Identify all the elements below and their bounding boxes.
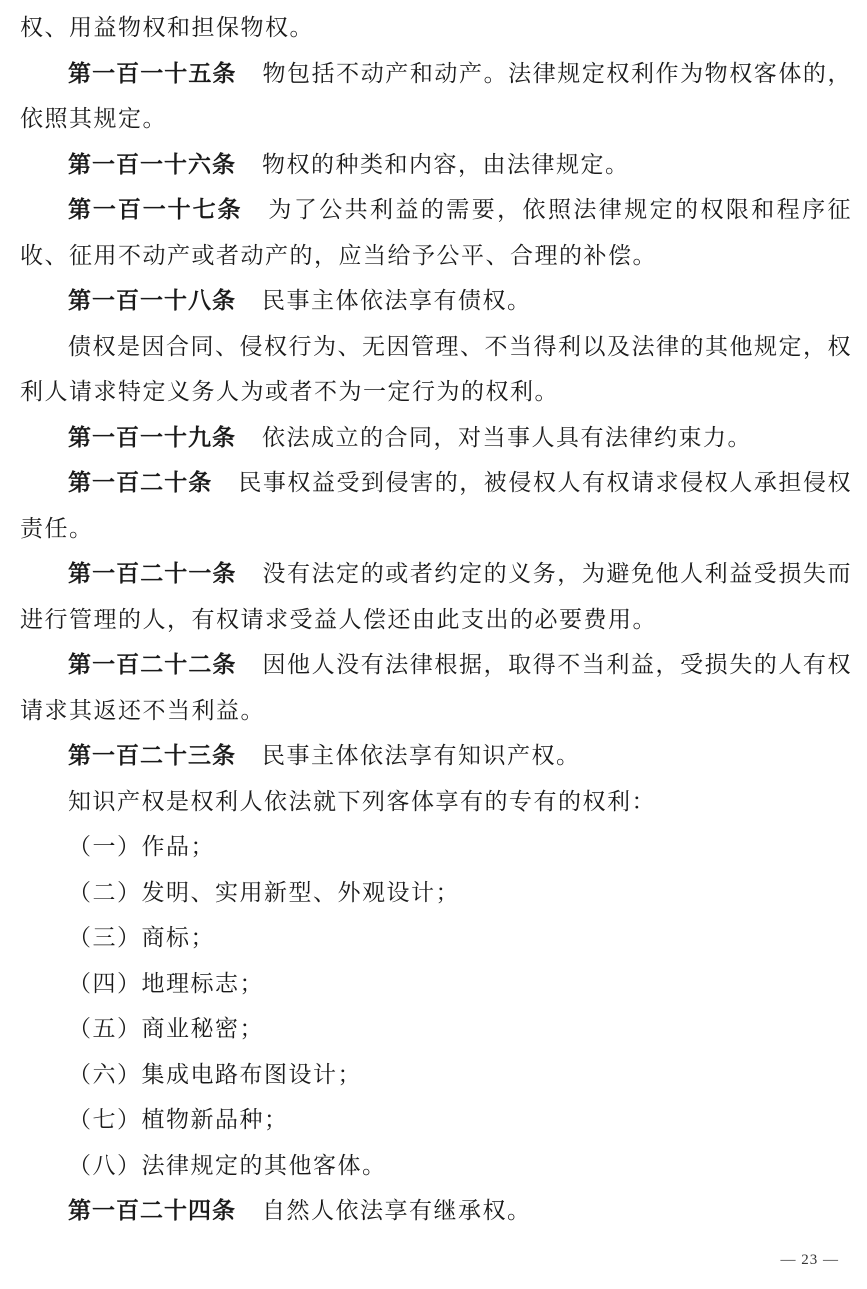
list-item-text: （七）植物新品种； — [68, 1107, 289, 1133]
paragraph-text: 物包括不动产和动产。法律规定权利作为物权客体的，依照其规定。 — [20, 60, 853, 132]
paragraph-text: 依法成立的合同，对当事人具有法律约束力。 — [262, 424, 752, 451]
article-number: 第一百二十一条 — [68, 561, 237, 587]
list-item-text: （三）商标； — [68, 925, 215, 951]
paragraph-text: 权、用益物权和担保物权。 — [20, 15, 314, 41]
paragraph — [20, 6, 852, 52]
paragraph — [20, 279, 852, 325]
paragraph-text: 为了公共利益的需要，依照法律规定的权限和程序征收、征用不动产或者动产的，应当给予公平、合理的补偿。 — [20, 197, 853, 269]
list-item-text: （六）集成电路布图设计； — [68, 1061, 362, 1088]
article-number: 第一百一十五条 — [68, 60, 237, 87]
document-body — [20, 6, 852, 1235]
article-number: 第一百一十七条 — [68, 197, 243, 223]
paragraph-text: 知识产权是权利人依法就下列客体享有的专有的权利： — [68, 788, 656, 815]
article-number: 第一百一十九条 — [68, 424, 236, 451]
article-number: 第一百二十四条 — [68, 1198, 236, 1224]
paragraph — [20, 325, 852, 416]
paragraph — [20, 643, 852, 734]
article-number: 第一百二十条 — [68, 470, 213, 496]
list-item — [20, 871, 852, 917]
paragraph-text: 因他人没有法律根据，取得不当利益，受损失的人有权请求其返还不当利益。 — [20, 652, 853, 724]
list-item — [20, 825, 852, 871]
article-number: 第一百一十八条 — [68, 288, 236, 314]
article-number: 第一百二十二条 — [68, 652, 237, 678]
page-number: — 23 — — [780, 1252, 839, 1268]
paragraph-text: 没有法定的或者约定的义务，为避免他人利益受损失而进行管理的人，有权请求受益人偿还由此支出的必要费用。 — [20, 561, 853, 633]
paragraph-text: 民事权益受到侵害的，被侵权人有权请求侵权人承担侵权责任。 — [20, 470, 853, 542]
list-item — [20, 1007, 852, 1053]
list-item — [20, 1144, 852, 1190]
list-item — [20, 1053, 852, 1099]
list-item-text: （五）商业秘密； — [68, 1016, 264, 1042]
article-number: 第一百一十六条 — [68, 151, 236, 178]
list-item-text: （四）地理标志； — [68, 970, 264, 997]
paragraph — [20, 461, 852, 552]
paragraph — [20, 1189, 852, 1235]
paragraph — [20, 552, 852, 643]
paragraph-text: 民事主体依法享有知识产权。 — [262, 743, 581, 769]
paragraph — [20, 416, 852, 462]
paragraph-text: 自然人依法享有继承权。 — [262, 1198, 532, 1224]
paragraph — [20, 734, 852, 780]
paragraph-text: 民事主体依法享有债权。 — [262, 288, 532, 314]
list-item — [20, 1098, 852, 1144]
article-number: 第一百二十三条 — [68, 743, 236, 769]
list-item — [20, 962, 852, 1008]
list-item-text: （二）发明、实用新型、外观设计； — [68, 879, 460, 906]
list-item-text: （一）作品； — [68, 834, 215, 860]
paragraph — [20, 143, 852, 189]
paragraph — [20, 780, 852, 826]
list-item — [20, 916, 852, 962]
paragraph — [20, 188, 852, 279]
paragraph-text: 债权是因合同、侵权行为、无因管理、不当得利以及法律的其他规定，权利人请求特定义务人为或者不为一定行为的权利。 — [20, 333, 852, 405]
list-item-text: （八）法律规定的其他客体。 — [68, 1152, 387, 1179]
paragraph-text: 物权的种类和内容，由法律规定。 — [262, 151, 630, 178]
paragraph — [20, 52, 852, 143]
